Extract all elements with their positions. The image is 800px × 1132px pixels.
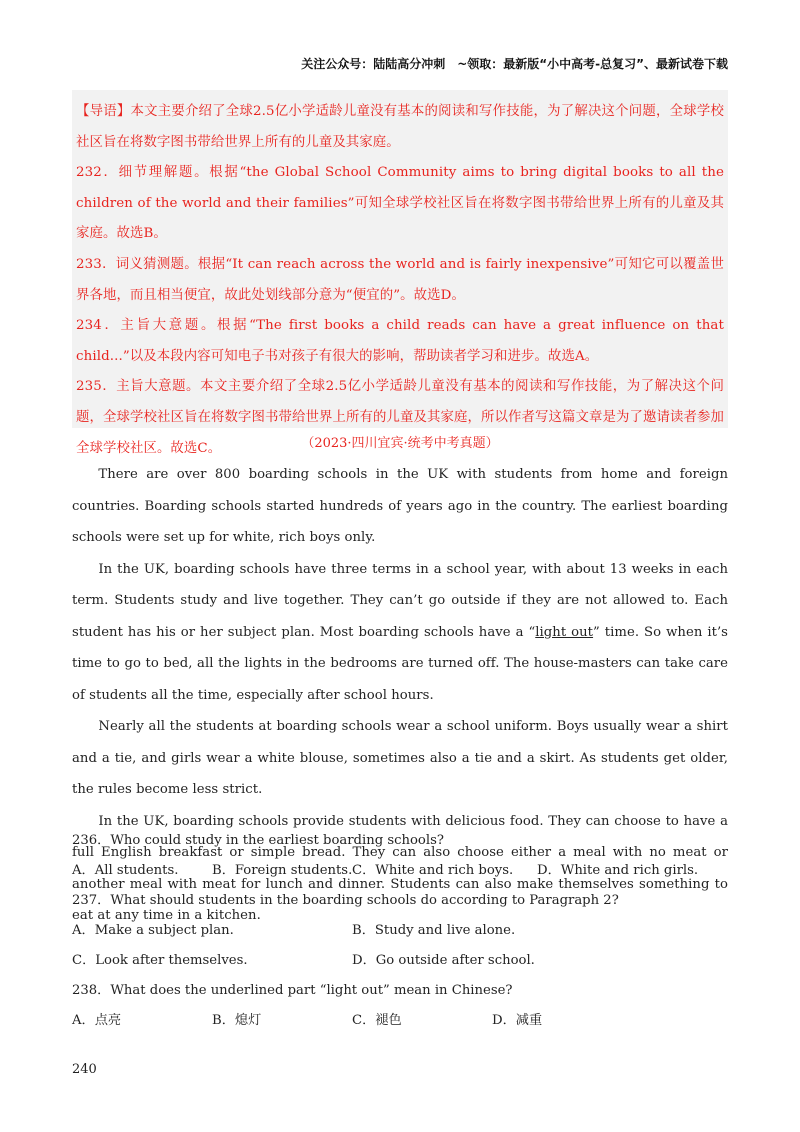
question-236: 236．Who could study in the earliest boarding schools? (72, 833, 444, 848)
option-a: A．All students. (72, 863, 179, 878)
option-d: D．Go outside after school. (352, 953, 535, 968)
option-d: D．减重 (492, 1013, 543, 1028)
option-b: B．Study and live alone. (352, 923, 516, 938)
options-237-row1 (72, 916, 728, 946)
options-236 (72, 856, 728, 886)
answer-232: 232．细节理解题。根据“the Global School Community aims to bring digital books to all the children of the world and their families”可知全球学校社区旨在将数字图书带给世界上所有的儿童及其家庭。故选B。 (76, 165, 724, 242)
question-list (72, 826, 728, 1036)
exam-source: （2023·四川宜宾·统考中考真题） (301, 436, 499, 451)
underlined-phrase: light out (535, 624, 594, 640)
option-d: D．White and rich girls. (537, 863, 699, 878)
option-b: B．Foreign students. (212, 863, 353, 878)
answer-233: 233．词义猜测题。根据“It can reach across the world and is fairly inexpensive”可知它可以覆盖世界各地，而且相当便宜，故此处划线部分意为“便宜的”。故选D。 (76, 256, 724, 303)
question-237: 237．What should students in the boarding schools do according to Paragraph 2? (72, 893, 619, 908)
options-237-row2 (72, 946, 728, 976)
option-a: A．点亮 (72, 1013, 122, 1028)
paragraph-1: There are over 800 boarding schools in the UK with students from home and foreign countries. Boarding schools started hundreds of years ago in the country. The earliest boarding schools were set up for white, rich boys only. (72, 467, 728, 545)
paragraph-2 (72, 554, 728, 712)
answer-235: 235．主旨大意题。本文主要介绍了全球2.5亿小学适龄儿童没有基本的阅读和写作技能，为了解决这个问题，全球学校社区旨在将数字图书带给世界上所有的儿童及其家庭，所以作者写这篇文章是为了邀请读者参加全球学校社区。故选C。 (76, 379, 724, 456)
paragraph-4: In the UK, boarding schools provide students with delicious food. They can choose to have a full English breakfast or simple bread. They can also choose either a meal with no meat or another meal with meat for lunch and dinner. Students can also make themselves something to eat at any time in a kitchen. (72, 813, 728, 923)
options-238 (72, 1006, 728, 1036)
answer-intro: 【导语】本文主要介绍了全球2.5亿小学适龄儿童没有基本的阅读和写作技能，为了解决这个问题，全球学校社区旨在将数字图书带给世界上所有的儿童及其家庭。 (76, 104, 724, 150)
page-number: 240 (72, 1062, 97, 1077)
paragraph-2-start: In the UK, boarding schools have three terms in a school year, with about 13 weeks in each term. Students study and live together. They can’t go outside if they are not allowed to. Each student has his or her subject plan. Most boarding schools have a “ (72, 561, 728, 640)
page-header: 关注公众号：陆陆高分冲刺 ~领取：最新版“小中高考-总复习”、最新试卷下载 (301, 57, 728, 71)
option-c: C．Look after themselves. (72, 953, 248, 968)
option-c: C．褪色 (352, 1013, 402, 1028)
paragraph-3: Nearly all the students at boarding schools wear a school uniform. Boys usually wear a shirt and a tie, and girls wear a white blouse, sometimes also a tie and a skirt. As students get older, the rules become less strict. (72, 719, 728, 797)
option-a: A．Make a subject plan. (72, 923, 234, 938)
paragraph-2-end: ” time. So when it’s time to go to bed, all the lights in the bedrooms are turned off. The house-masters can take care of students all the time, especially after school hours. (72, 624, 729, 703)
question-238: 238．What does the underlined part “light out” mean in Chinese? (72, 983, 513, 998)
option-c: C．White and rich boys. (352, 863, 514, 878)
option-b: B．熄灯 (212, 1013, 262, 1028)
answer-234: 234．主旨大意题。根据“The first books a child reads can have a great influence on that child...”以及本段内容可知电子书对孩子有很大的影响，帮助读者学习和进步。故选A。 (76, 318, 724, 364)
